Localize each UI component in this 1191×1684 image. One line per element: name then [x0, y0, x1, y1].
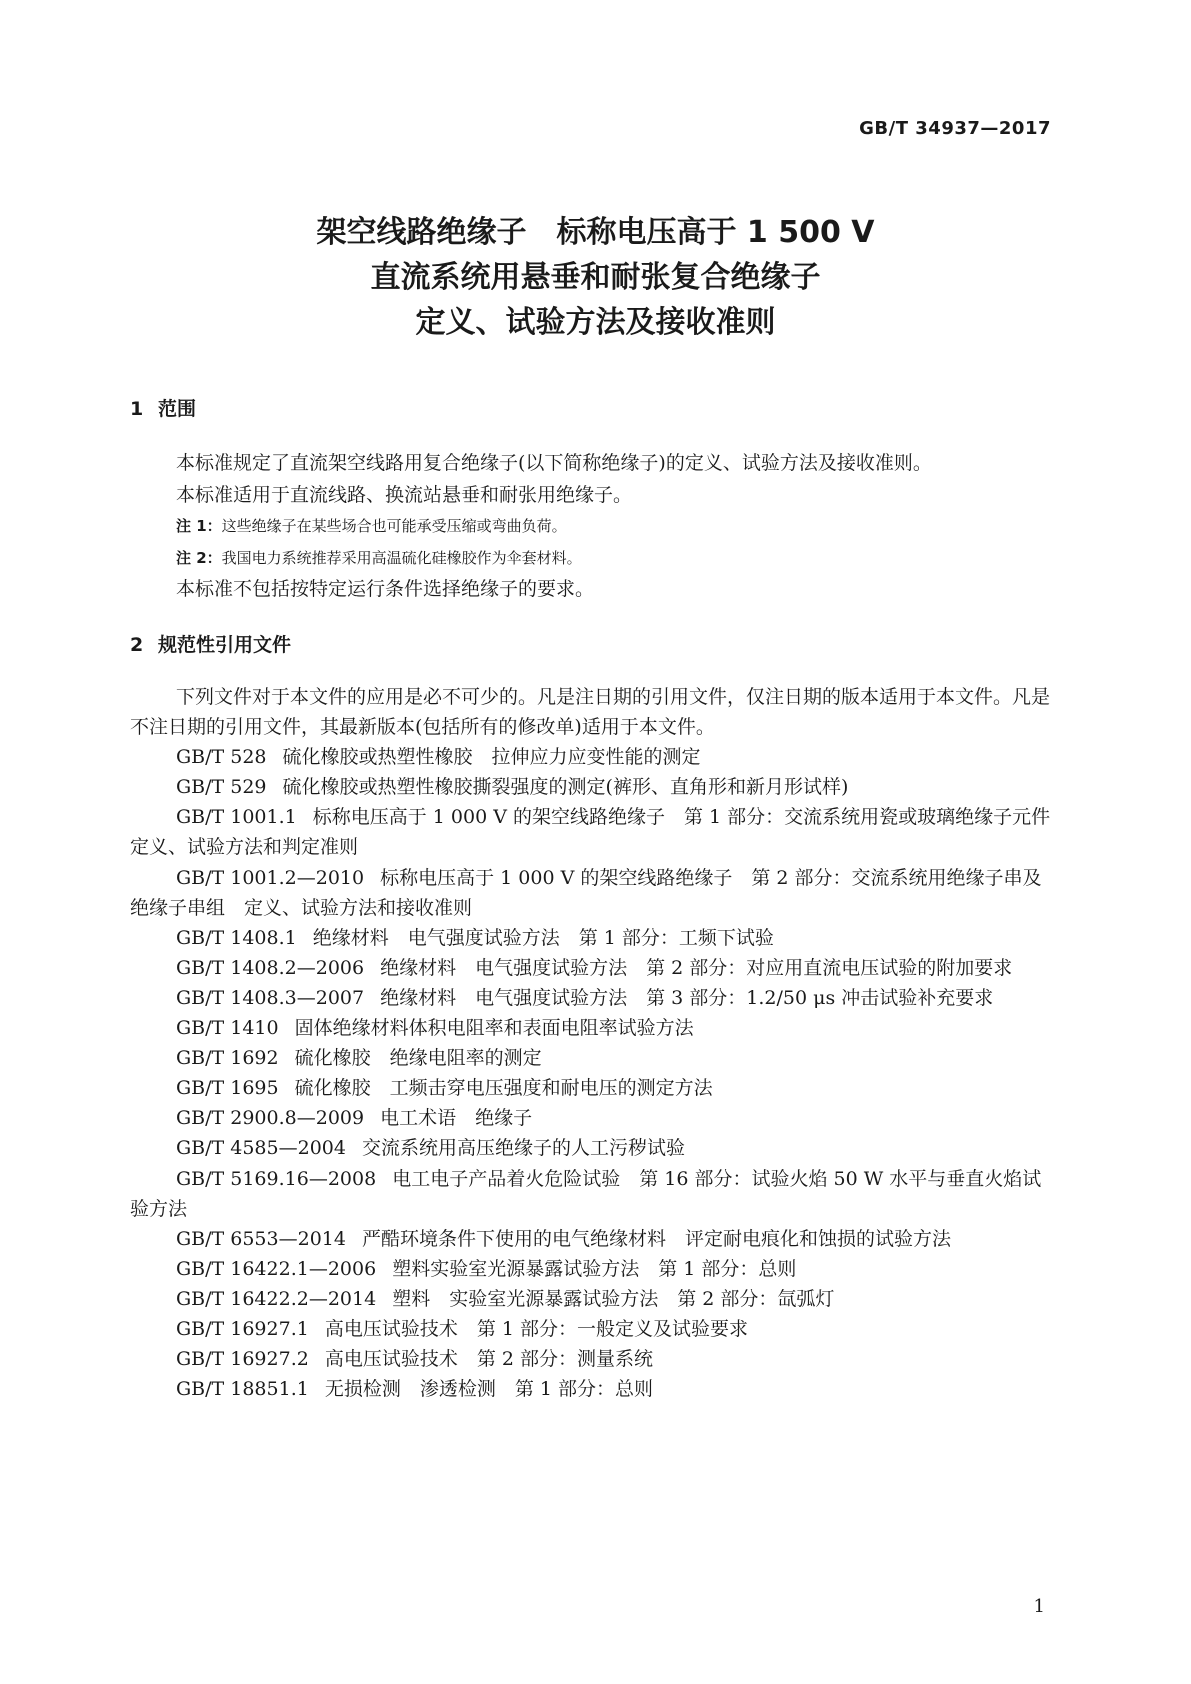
reference-title: 电工术语 绝缘子 — [380, 1107, 533, 1130]
references-intro: 下列文件对于本文件的应用是必不可少的。凡是注日期的引用文件，仅注日期的版本适用于本文件。凡是不注日期的引用文件，其最新版本(包括所有的修改单)适用于本文件。 — [130, 686, 1051, 739]
reference-item — [130, 923, 1060, 953]
section-2-heading — [130, 630, 291, 657]
title-line-3: 定义、试验方法及接收准则 — [415, 305, 776, 340]
reference-code: GB/T 4585—2004 — [176, 1137, 346, 1160]
reference-title: 标称电压高于 1 000 V 的架空线路绝缘子 第 2 部分：交流系统用绝缘子串及绝缘子串组 定义、试验方法和接收准则 — [130, 866, 1042, 919]
note-1-text: 这些绝缘子在某些场合也可能承受压缩或弯曲负荷。 — [221, 517, 567, 535]
reference-title: 塑料 实验室光源暴露试验方法 第 2 部分：氙弧灯 — [392, 1287, 835, 1310]
section-1-heading — [130, 394, 196, 421]
reference-item — [130, 1073, 1060, 1103]
reference-title: 严酷环境条件下使用的电气绝缘材料 评定耐电痕化和蚀损的试验方法 — [361, 1227, 951, 1250]
reference-title: 塑料实验室光源暴露试验方法 第 1 部分：总则 — [392, 1257, 797, 1280]
reference-code: GB/T 1410 — [176, 1017, 279, 1040]
reference-item — [130, 802, 1070, 862]
scope-note-2 — [130, 543, 1060, 575]
reference-code: GB/T 16422.1—2006 — [176, 1257, 377, 1280]
reference-item — [130, 1344, 1060, 1374]
reference-title: 硫化橡胶 绝缘电阻率的测定 — [294, 1047, 542, 1070]
reference-item — [130, 772, 1060, 802]
reference-title: 高电压试验技术 第 1 部分：一般定义及试验要求 — [324, 1317, 748, 1340]
reference-item — [130, 1013, 1060, 1043]
reference-title: 交流系统用高压绝缘子的人工污秽试验 — [361, 1137, 685, 1160]
title-line-1: 架空线路绝缘子 标称电压高于 1 500 V — [316, 215, 875, 250]
reference-code: GB/T 1408.3—2007 — [176, 986, 365, 1009]
note-1-label: 注 1： — [176, 517, 222, 535]
reference-item — [130, 1164, 1060, 1224]
reference-item — [130, 1043, 1060, 1073]
reference-code: GB/T 1408.1 — [176, 926, 297, 949]
reference-code: GB/T 6553—2014 — [176, 1227, 346, 1250]
note-2-text: 我国电力系统推荐采用高温硫化硅橡胶作为伞套材料。 — [221, 548, 582, 567]
scope-paragraph-3: 本标准不包括按特定运行条件选择绝缘子的要求。 — [176, 578, 595, 600]
reference-title: 绝缘材料 电气强度试验方法 第 2 部分：对应用直流电压试验的附加要求 — [380, 956, 1013, 979]
reference-item — [130, 742, 1060, 772]
document-title — [0, 210, 1191, 345]
reference-code: GB/T 2900.8—2009 — [176, 1107, 365, 1130]
reference-item — [130, 1103, 1060, 1133]
reference-title: 硫化橡胶或热塑性橡胶 拉伸应力应变性能的测定 — [282, 746, 701, 769]
reference-item — [130, 953, 1060, 983]
title-line-2: 直流系统用悬垂和耐张复合绝缘子 — [370, 260, 821, 295]
reference-title: 绝缘材料 电气强度试验方法 第 3 部分：1.2/50 μs 冲击试验补充要求 — [380, 986, 994, 1009]
reference-code: GB/T 1001.2—2010 — [176, 866, 365, 889]
section-2-body — [130, 682, 1070, 1404]
reference-code: GB/T 16422.2—2014 — [176, 1287, 377, 1310]
reference-title: 标称电压高于 1 000 V 的架空线路绝缘子 第 1 部分：交流系统用瓷或玻璃绝缘子元件 定义、试验方法和判定准则 — [130, 806, 1070, 859]
reference-title: 固体绝缘材料体积电阻率和表面电阻率试验方法 — [294, 1017, 694, 1040]
reference-code: GB/T 529 — [176, 776, 267, 799]
reference-title: 绝缘材料 电气强度试验方法 第 1 部分：工频下试验 — [312, 926, 774, 949]
reference-code: GB/T 528 — [176, 746, 267, 769]
reference-item — [130, 1284, 1060, 1314]
reference-item — [130, 1374, 1060, 1404]
reference-code: GB/T 16927.2 — [176, 1348, 309, 1371]
reference-item — [130, 983, 1060, 1013]
scope-note-1 — [130, 511, 1060, 543]
reference-code: GB/T 1695 — [176, 1077, 279, 1100]
reference-code: GB/T 1001.1 — [176, 806, 297, 829]
standard-number: GB/T 34937—2017 — [859, 118, 1051, 139]
section-2-title: 规范性引用文件 — [158, 634, 292, 656]
section-1-number: 1 — [130, 398, 144, 420]
reference-item — [130, 1224, 1060, 1254]
note-2-label: 注 2： — [176, 548, 222, 567]
scope-paragraph-1: 本标准规定了直流架空线路用复合绝缘子(以下简称绝缘子)的定义、试验方法及接收准则。 — [176, 452, 932, 474]
scope-paragraph-2: 本标准适用于直流线路、换流站悬垂和耐张用绝缘子。 — [176, 483, 633, 506]
section-2-number: 2 — [130, 634, 144, 656]
page-number: 1 — [1033, 1596, 1045, 1617]
reference-code: GB/T 16927.1 — [176, 1317, 309, 1340]
reference-item — [130, 1314, 1060, 1344]
reference-code: GB/T 1692 — [176, 1047, 279, 1070]
reference-code: GB/T 1408.2—2006 — [176, 956, 365, 979]
reference-item — [130, 1133, 1060, 1163]
reference-title: 电工电子产品着火危险试验 第 16 部分：试验火焰 50 W 水平与垂直火焰试验方法 — [130, 1167, 1042, 1220]
reference-list — [130, 742, 1070, 1404]
reference-item — [130, 1254, 1060, 1284]
reference-title: 硫化橡胶 工频击穿电压强度和耐电压的测定方法 — [294, 1077, 713, 1100]
reference-title: 高电压试验技术 第 2 部分：测量系统 — [324, 1348, 653, 1371]
reference-item — [130, 863, 1060, 923]
reference-code: GB/T 5169.16—2008 — [176, 1167, 377, 1190]
section-1-title: 范围 — [158, 398, 197, 420]
reference-title: 硫化橡胶或热塑性橡胶撕裂强度的测定(裤形、直角形和新月形试样) — [282, 776, 849, 799]
section-1-body — [130, 448, 1060, 606]
reference-title: 无损检测 渗透检测 第 1 部分：总则 — [324, 1378, 653, 1401]
reference-code: GB/T 18851.1 — [176, 1378, 309, 1401]
